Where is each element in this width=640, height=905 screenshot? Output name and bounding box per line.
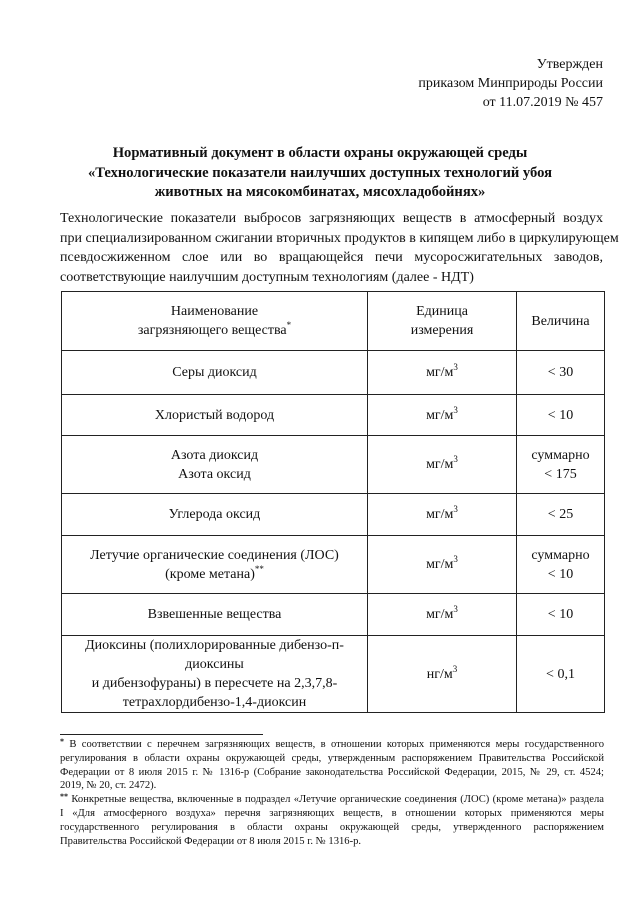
- title-line-3: животных на мясокомбинатах, мясохладобойнях»: [154, 184, 486, 200]
- footnote-1-line-1: * В соответствии с перечнем загрязняющих веществ, в отношении которых применяются меры государственного: [60, 737, 604, 750]
- footnote-mark: **: [254, 563, 264, 574]
- cell-unit: [368, 351, 517, 395]
- cell-unit: [368, 494, 517, 536]
- unit-exponent: 3: [453, 504, 458, 514]
- substance-line: Азота оксид: [178, 466, 251, 482]
- unit-exponent: 3: [453, 554, 458, 564]
- approval-line-2: приказом Минприроды России: [418, 76, 603, 91]
- footnote-2-line-2: I «Для атмосферного воздуха» перечня загрязняющих веществ, в отношении которых применяются меры: [60, 807, 604, 819]
- cell-substance: [62, 594, 368, 636]
- footnote-2-line-1: ** Конкретные вещества, включенные в подраздел «Летучие органические соединения (ЛОС) (кроме метана)» раздела: [60, 792, 604, 806]
- table-row: [62, 436, 605, 494]
- substance-line: (кроме метана): [165, 566, 255, 582]
- cell-unit: [368, 594, 517, 636]
- footnote-1-line-3: Федерации от 8 июля 2015 г. № 1316-р (Собрание законодательства Российской Федерации, 2015, № 29, ст. 4524;: [60, 766, 604, 778]
- footnote-1-line-2: регулирования в области охраны окружающей среды, утвержденным распоряжением Правительства Российской: [60, 752, 604, 764]
- value-line: < 10: [547, 607, 574, 622]
- approval-block: [418, 55, 603, 112]
- substance-line: Взвешенные вещества: [147, 607, 282, 622]
- approval-line-1: Утвержден: [536, 57, 603, 72]
- substance-line: Серы диоксид: [172, 365, 257, 380]
- value-line: суммарно: [531, 547, 590, 563]
- unit-exponent: 3: [453, 362, 458, 372]
- footnote-1-line-4: 2019, № 20, ст. 2472).: [60, 780, 157, 792]
- title-line-2: «Технологические показатели наилучших доступных технологий убоя: [87, 164, 553, 181]
- unit-text: мг/м: [426, 607, 454, 622]
- table-row: [62, 494, 605, 536]
- intro-line-1: Технологические показатели выбросов загрязняющих веществ в атмосферный воздух: [60, 211, 603, 226]
- unit-exponent: 3: [453, 404, 458, 415]
- substance-line: Летучие органические соединения (ЛОС): [90, 547, 339, 563]
- value-line: < 25: [547, 507, 574, 522]
- cell-unit: [368, 395, 517, 436]
- title-line-1: Нормативный документ в области охраны окружающей среды: [112, 145, 528, 161]
- table-row: [62, 536, 605, 594]
- table-row: [62, 351, 605, 395]
- unit-text: мг/м: [426, 557, 454, 572]
- value-line: < 10: [547, 407, 574, 423]
- header-unit: [368, 292, 517, 351]
- value-line: суммарно: [531, 447, 590, 463]
- substance-line: Углерода оксид: [168, 507, 261, 522]
- document-title: [60, 144, 580, 203]
- header-name-line-2: загрязняющего вещества: [137, 323, 287, 338]
- footnote-2-mark: **: [60, 792, 68, 802]
- cell-unit: [368, 636, 517, 713]
- substance-line: и дибензофураны) в пересчете на 2,3,7,8-: [91, 676, 338, 691]
- substance-line: Диоксины (полихлорированные дибензо-п-диоксины: [85, 638, 344, 672]
- cell-value: [517, 636, 605, 713]
- value-line: < 10: [547, 566, 574, 582]
- unit-text: нг/м: [426, 666, 453, 682]
- unit-exponent: 3: [453, 604, 458, 614]
- indicators-table: [61, 291, 605, 713]
- cell-substance: [62, 351, 368, 395]
- cell-substance: [62, 536, 368, 594]
- substance-line: Хлористый водород: [154, 407, 275, 423]
- value-line: < 0,1: [546, 666, 575, 682]
- unit-exponent: 3: [453, 454, 458, 464]
- header-value: Величина: [517, 292, 605, 351]
- footnote-2-line-4: Правительства Российской Федерации от 8 июля 2015 г. № 1316-р.: [60, 835, 362, 847]
- unit-exponent: 3: [452, 663, 458, 674]
- table-row: [62, 395, 605, 436]
- cell-substance: [62, 636, 368, 713]
- intro-line-2: при специализированном сжигании вторичных продуктов в кипящем либо в циркулирующем: [60, 230, 619, 246]
- cell-value: [517, 536, 605, 594]
- unit-text: мг/м: [426, 457, 454, 472]
- header-unit-line-2: измерения: [410, 323, 474, 338]
- header-footnote-mark: *: [286, 320, 292, 330]
- header-name: [62, 292, 368, 351]
- intro-line-4: соответствующие наилучшим доступным технологиям (далее - НДТ): [60, 269, 474, 285]
- cell-unit: [368, 436, 517, 494]
- intro-paragraph: [60, 209, 619, 287]
- footnote-divider: [60, 734, 263, 735]
- value-line: < 30: [547, 365, 574, 380]
- cell-value: [517, 436, 605, 494]
- header-name-line-1: Наименование: [170, 304, 259, 319]
- substance-line: тетрахлордибензо-1,4-диоксин: [122, 695, 307, 710]
- footnote-2-line-3: государственного регулирования в области охраны окружающей среды, утвержденного распоряжением: [60, 821, 604, 833]
- table-row: [62, 594, 605, 636]
- table-row: [62, 636, 605, 713]
- value-line: < 175: [544, 466, 577, 482]
- cell-substance: [62, 395, 368, 436]
- substance-line: Азота диоксид: [170, 447, 259, 463]
- table-header-row: [62, 292, 605, 351]
- footnote-1-mark: *: [60, 737, 64, 746]
- cell-unit: [368, 536, 517, 594]
- cell-value: [517, 395, 605, 436]
- intro-line-3: псевдосжиженном слое или во вращающейся печи мусоросжигательных заводов,: [60, 250, 603, 265]
- cell-value: [517, 351, 605, 395]
- unit-text: мг/м: [426, 365, 454, 380]
- cell-substance: [62, 494, 368, 536]
- unit-text: мг/м: [426, 507, 454, 522]
- cell-value: [517, 494, 605, 536]
- header-unit-line-1: Единица: [416, 304, 468, 319]
- approval-line-3: от 11.07.2019 № 457: [482, 95, 603, 110]
- footnotes: [60, 738, 604, 848]
- cell-substance: [62, 436, 368, 494]
- cell-value: [517, 594, 605, 636]
- unit-text: мг/м: [426, 407, 454, 423]
